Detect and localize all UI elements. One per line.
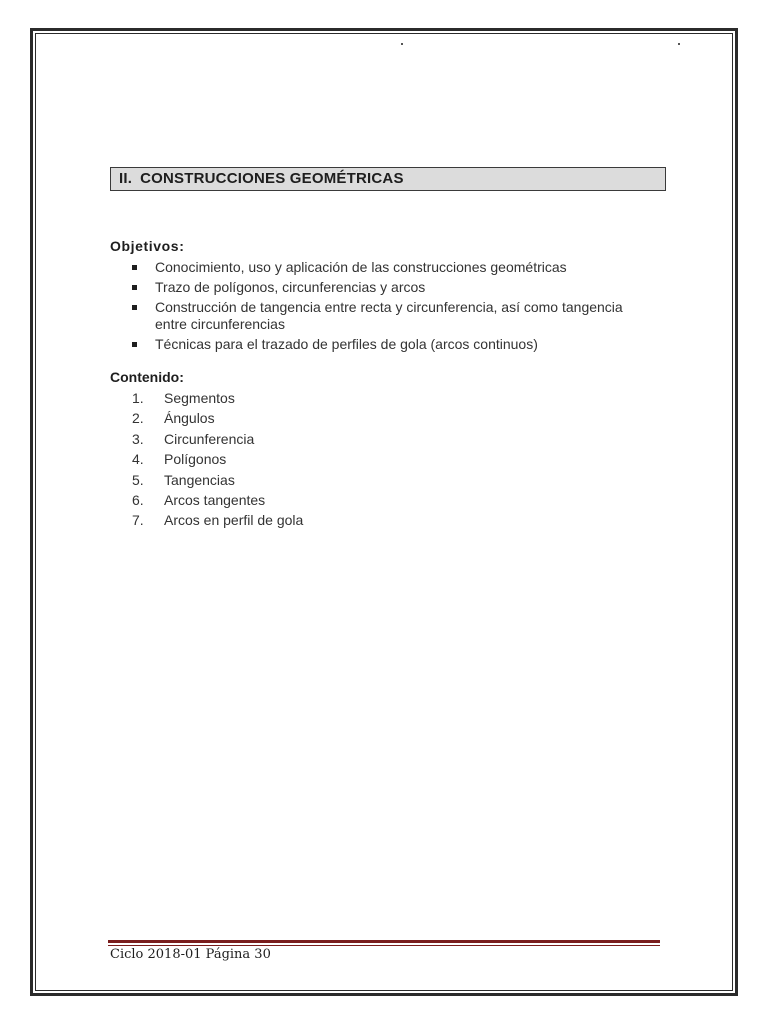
stray-dot bbox=[678, 43, 680, 45]
list-item bbox=[132, 470, 303, 490]
objectives-list bbox=[132, 259, 652, 356]
list-item bbox=[132, 510, 303, 530]
square-bullet-icon bbox=[132, 285, 137, 290]
item-number: 1. bbox=[132, 390, 144, 406]
square-bullet-icon bbox=[132, 305, 137, 310]
item-number: 6. bbox=[132, 492, 144, 509]
page-footer: Ciclo 2018-01 Página 30 bbox=[110, 947, 271, 962]
item-label: Arcos tangentes bbox=[164, 492, 266, 509]
objective-text: Construcción de tangencia entre recta y circunferencia, así como tangencia entre circunferencias bbox=[155, 299, 623, 332]
contents-list bbox=[132, 388, 303, 531]
square-bullet-icon bbox=[132, 342, 137, 347]
item-label: Circunferencia bbox=[164, 430, 255, 447]
list-item bbox=[132, 388, 303, 408]
section-heading bbox=[110, 167, 666, 191]
item-label: Tangencias bbox=[164, 471, 235, 488]
footer-rule bbox=[108, 940, 660, 943]
item-number: 4. bbox=[132, 451, 144, 468]
list-item bbox=[132, 490, 303, 510]
item-label: Ángulos bbox=[164, 410, 215, 427]
section-title: CONSTRUCCIONES GEOMÉTRICAS bbox=[140, 170, 404, 187]
item-label: Segmentos bbox=[164, 390, 235, 406]
list-item bbox=[132, 336, 652, 353]
footer-rule bbox=[108, 945, 660, 946]
objectives-title: Objetivos: bbox=[110, 238, 185, 254]
item-label: Arcos en perfil de gola bbox=[164, 512, 304, 529]
item-number: 5. bbox=[132, 471, 144, 488]
item-number: 3. bbox=[132, 430, 144, 447]
item-label: Polígonos bbox=[164, 451, 227, 468]
list-item bbox=[132, 299, 652, 333]
item-number: 7. bbox=[132, 512, 144, 529]
list-item bbox=[132, 449, 303, 469]
objective-text: Trazo de polígonos, circunferencias y arcos bbox=[155, 279, 426, 295]
list-item bbox=[132, 408, 303, 428]
section-number: II. bbox=[119, 170, 133, 187]
list-item bbox=[132, 279, 652, 296]
objective-text: Conocimiento, uso y aplicación de las construcciones geométricas bbox=[155, 259, 567, 275]
list-item bbox=[132, 429, 303, 449]
square-bullet-icon bbox=[132, 265, 137, 270]
item-number: 2. bbox=[132, 410, 144, 427]
contents-title: Contenido: bbox=[110, 369, 184, 385]
list-item bbox=[132, 259, 652, 276]
objective-text: Técnicas para el trazado de perfiles de gola (arcos continuos) bbox=[155, 336, 538, 352]
stray-dot bbox=[401, 43, 403, 45]
